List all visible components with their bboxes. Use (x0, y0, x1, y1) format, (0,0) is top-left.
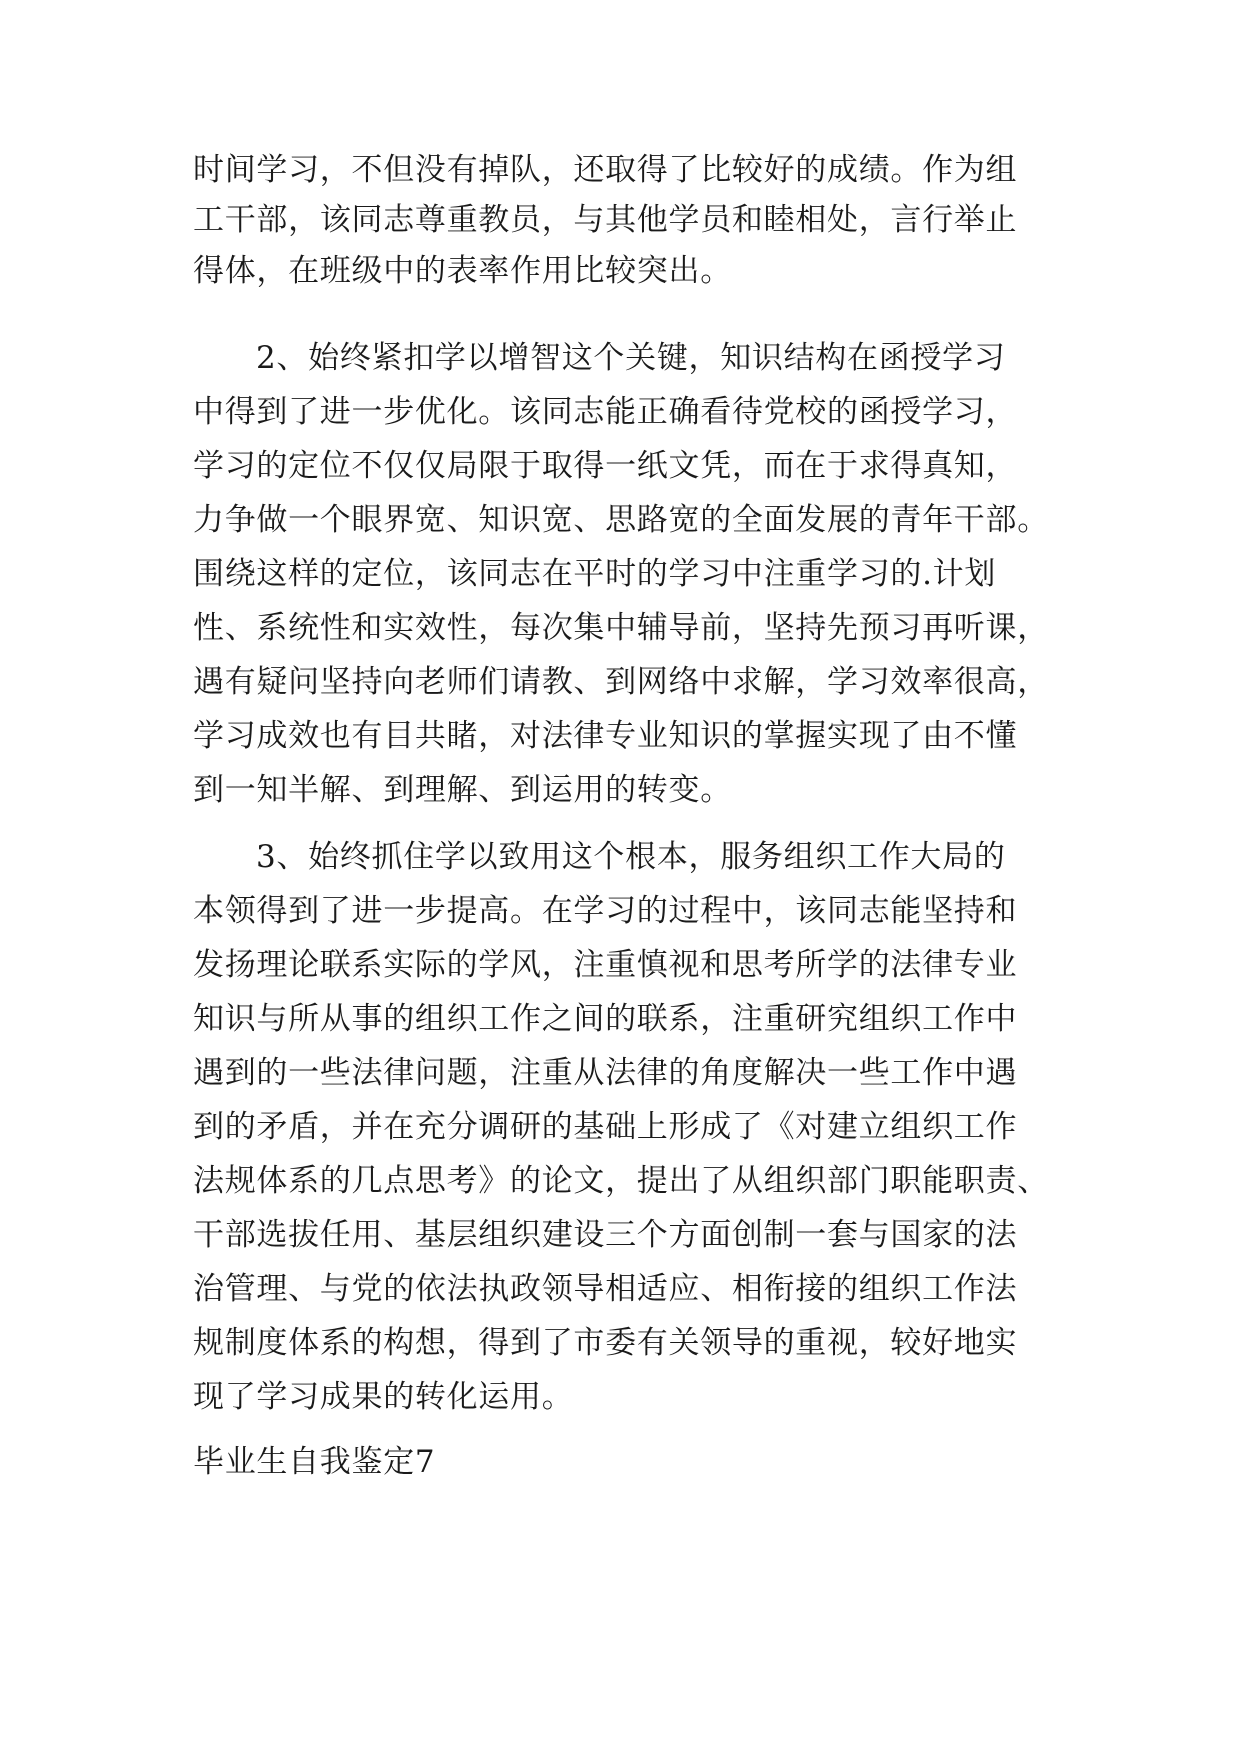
text-line: 性、系统性和实效性，每次集中辅导前，坚持先预习再听课， (193, 610, 1049, 646)
text-line: 知识与所从事的组织工作之间的联系，注重研究组织工作中 (193, 1001, 1018, 1037)
text-line: 到一知半解、到理解、到运用的转变。 (193, 772, 732, 808)
text-line: 学习的定位不仅仅局限于取得一纸文凭，而在于求得真知， (193, 448, 1018, 484)
text-line: 得体，在班级中的表率作用比较突出。 (193, 253, 732, 289)
text-line: 现了学习成果的转化运用。 (193, 1379, 574, 1415)
text-line: 干部选拔任用、基层组织建设三个方面创制一套与国家的法 (193, 1217, 1018, 1253)
section-heading: 毕业生自我鉴定7 (193, 1444, 436, 1480)
text-line: 工干部，该同志尊重教员，与其他学员和睦相处，言行举止 (193, 202, 1018, 238)
text-line: 围绕这样的定位，该同志在平时的学习中注重学习的.计划 (193, 556, 997, 592)
text-line: 时间学习，不但没有掉队，还取得了比较好的成绩。作为组 (193, 152, 1018, 188)
text-line: 学习成效也有目共睹，对法律专业知识的掌握实现了由不懂 (193, 718, 1018, 754)
text-line: 规制度体系的构想，得到了市委有关领导的重视，较好地实 (193, 1325, 1018, 1361)
text-line: 本领得到了进一步提高。在学习的过程中，该同志能坚持和 (193, 893, 1018, 929)
text-line: 2、始终紧扣学以增智这个关键，知识结构在函授学习 (256, 340, 1006, 376)
text-line: 3、始终抓住学以致用这个根本，服务组织工作大局的 (256, 839, 1006, 875)
text-line: 法规体系的几点思考》的论文，提出了从组织部门职能职责、 (193, 1163, 1049, 1199)
text-line: 力争做一个眼界宽、知识宽、思路宽的全面发展的青年干部。 (193, 502, 1049, 538)
text-line: 中得到了进一步优化。该同志能正确看待党校的函授学习， (193, 394, 1018, 430)
text-line: 到的矛盾，并在充分调研的基础上形成了《对建立组织工作 (193, 1109, 1018, 1145)
text-line: 发扬理论联系实际的学风，注重慎视和思考所学的法律专业 (193, 947, 1018, 983)
text-line: 治管理、与党的依法执政领导相适应、相衔接的组织工作法 (193, 1271, 1018, 1307)
text-line: 遇有疑问坚持向老师们请教、到网络中求解，学习效率很高， (193, 664, 1049, 700)
text-line: 遇到的一些法律问题，注重从法律的角度解决一些工作中遇 (193, 1055, 1018, 1091)
